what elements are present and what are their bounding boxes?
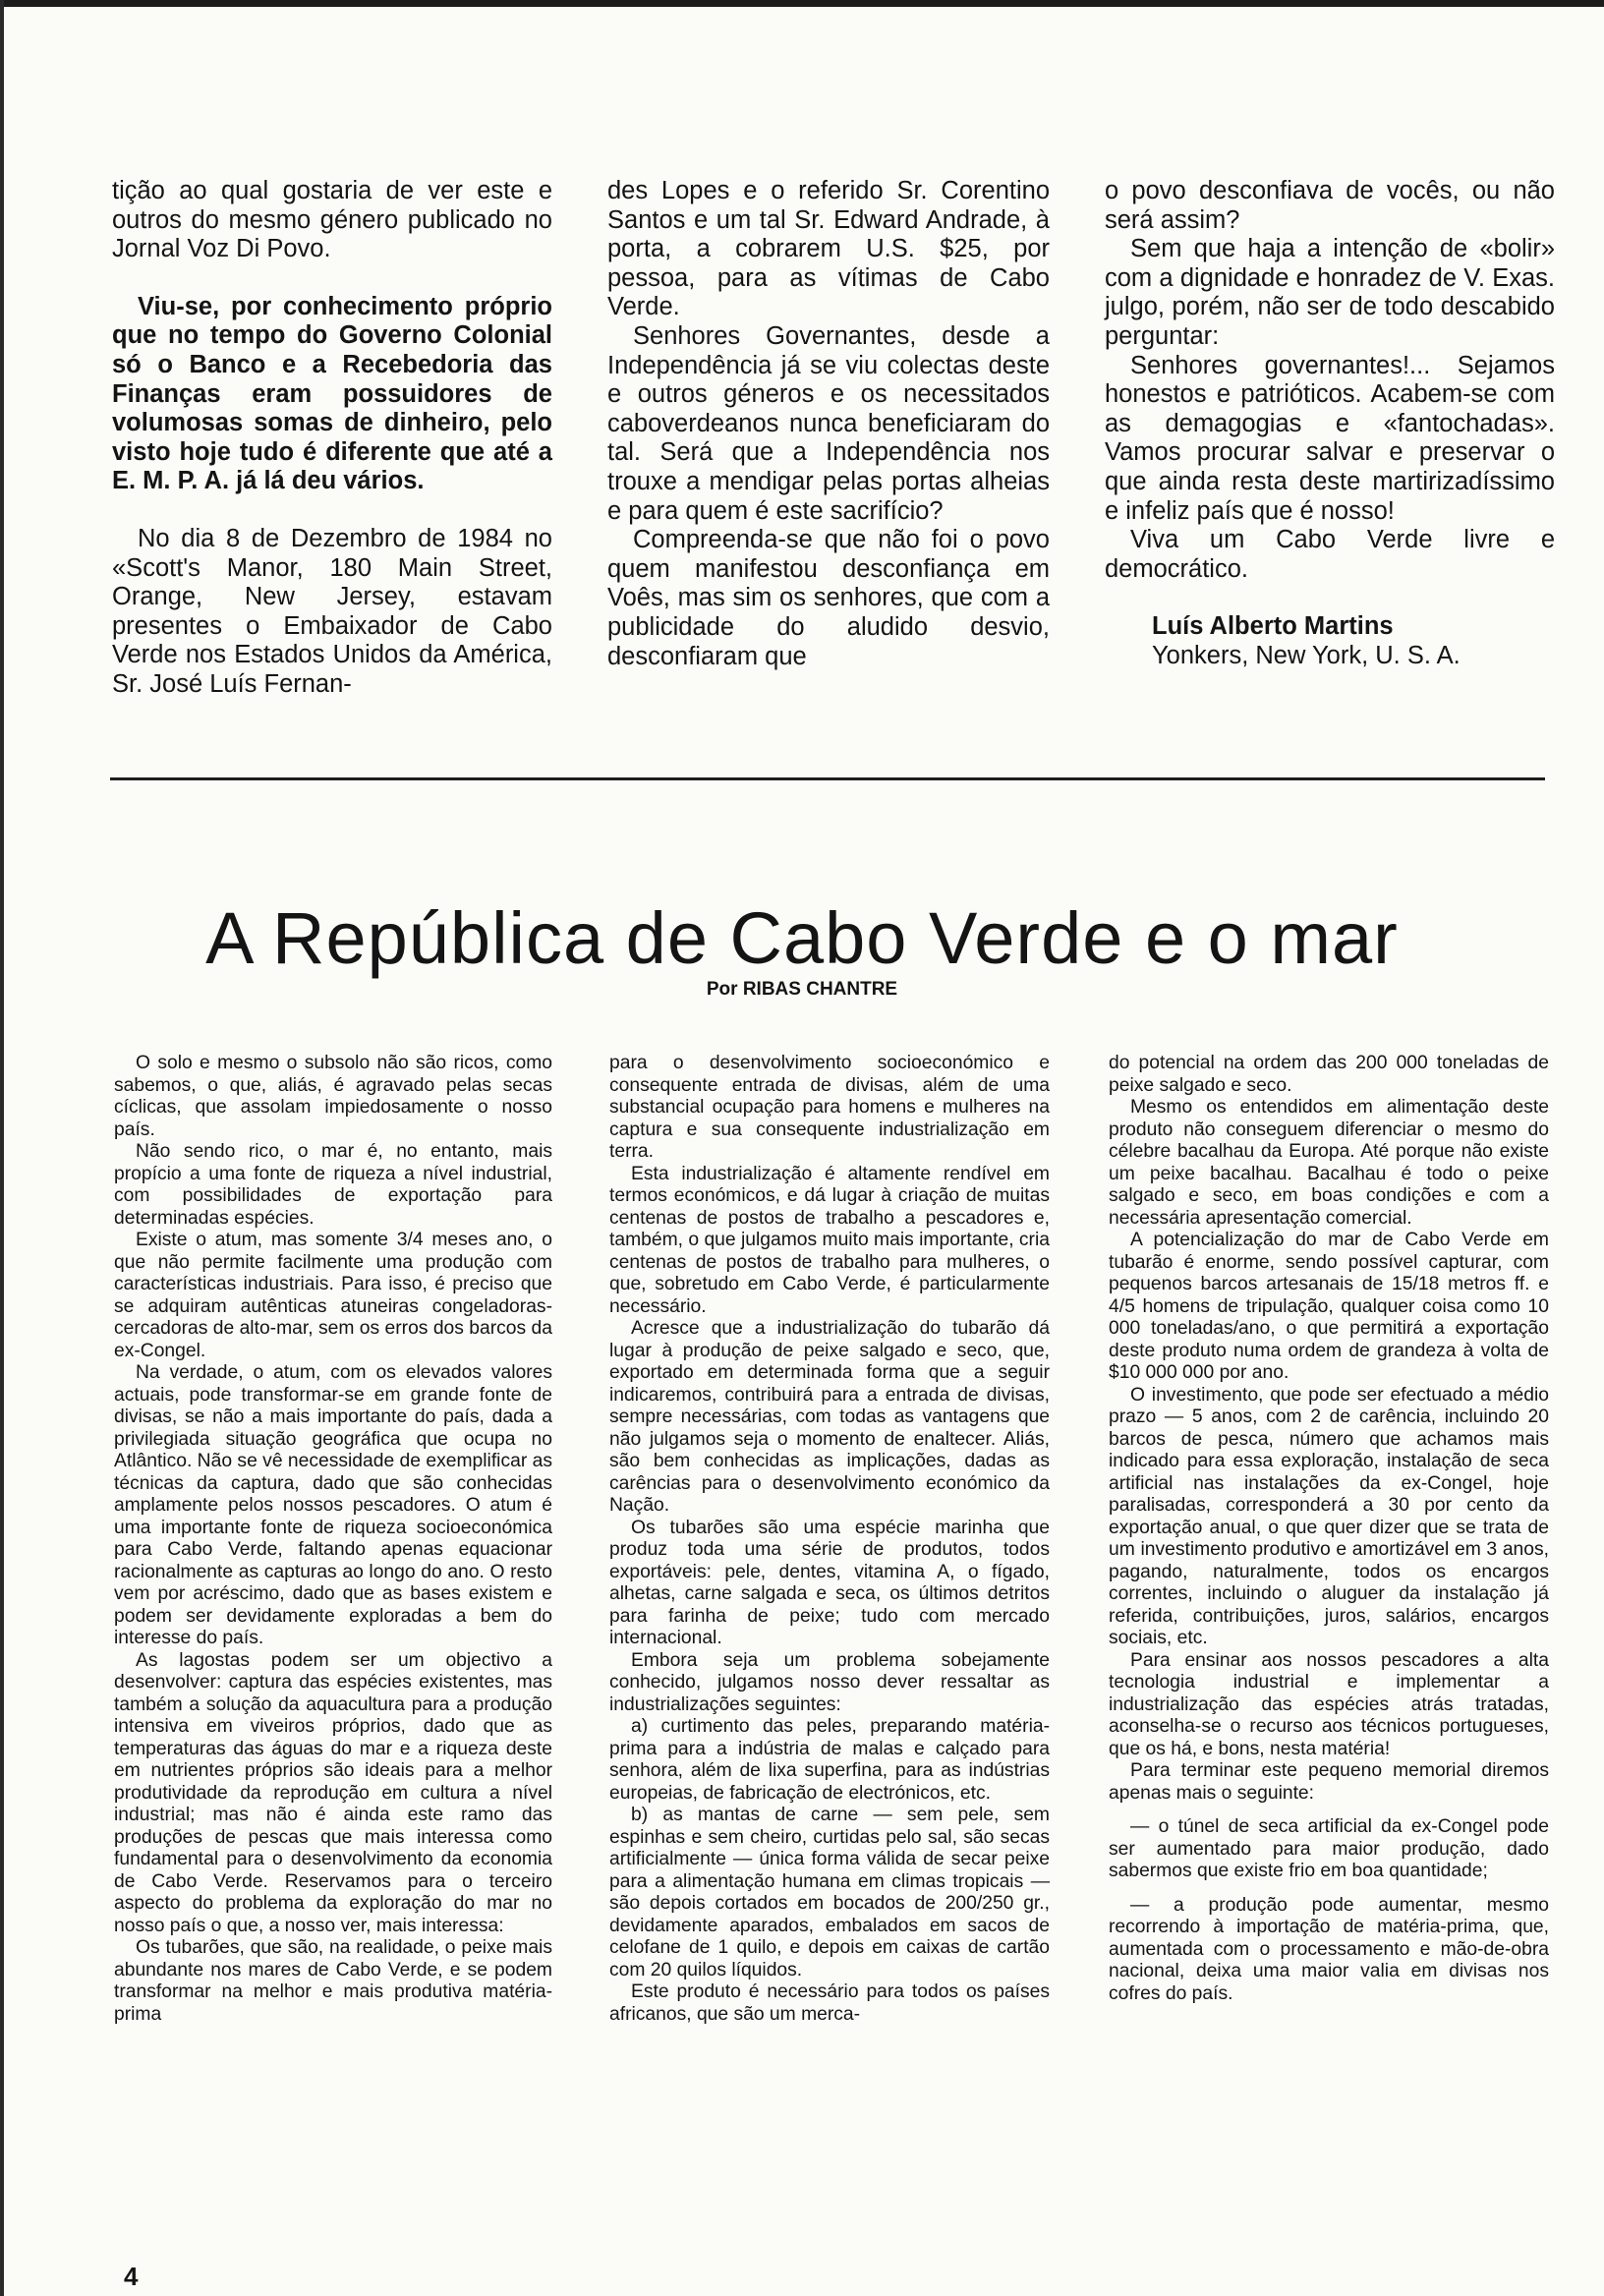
paragraph: Mesmo os entendidos em alimentação deste produto não conseguem diferenciar o mesmo do célebre bacalhau da Europa. Até porque não existe um peixe bacalhau. Bacalhau é todo o peixe salgado e seco, em boas condições e com a necessária apresentação comercial. — [1109, 1097, 1549, 1229]
article-column-3 — [1109, 1053, 1549, 2005]
paragraph: Senhores Governantes, desde a Independência já se viu colectas deste e outros géneros e os necessitados caboverdeanos nunca beneficiaram do tal. Será que a Independência nos trouxe a mendigar pelas portas alheias e para quem é este sacrifício? — [607, 321, 1050, 525]
letter-column-3 — [1105, 177, 1555, 670]
paragraph: Os tubarões, que são, na realidade, o peixe mais abundante nos mares de Cabo Verde, e se podem transformar na melhor e mais produtiva matéria-prima — [114, 1937, 552, 2025]
paragraph: do potencial na ordem das 200 000 toneladas de peixe salgado e seco. — [1109, 1053, 1549, 1096]
paragraph: Existe o atum, mas somente 3/4 meses ano, o que não permite facilmente uma produção com características industriais. Para isso, é preciso que se adquiram autênticas atuneiras congeladoras-cercadoras de alto-mar, sem os erros dos barcos da ex-Congel. — [114, 1230, 552, 1361]
section-divider — [110, 777, 1545, 780]
paragraph: O investimento, que pode ser efectuado a médio prazo — 5 anos, com 2 de carência, incluindo 20 barcos de pesca, número que achamos mais indicado para essa exploração, instalação de seca artificial nas instalações da ex-Congel, hoje paralisadas, corresponderá a 30 por cento da exportação anual, o que quer dizer que se trata de um investimento produtivo e amortizável em 3 anos, pagando, naturalmente, todos os encargos correntes, incluindo o aluguer da instalação já referida, contribuições, juros, salários, encargos sociais, etc. — [1109, 1384, 1549, 1648]
paragraph: Este produto é necessário para todos os países africanos, que são um merca- — [609, 1981, 1050, 2025]
paragraph: As lagostas podem ser um objectivo a desenvolver: captura das espécies existentes, mas também a solução da aquacultura para a produção intensiva em viveiros próprios, dado que as temperaturas das águas do mar e a riqueza deste em nutrientes próprios são ideais para a melhor produtividade da reprodução em cultura a nível industrial; mas não é ainda este ramo das produções de pescas que mais interessa como fundamental para o desenvolvimento da economia de Cabo Verde. Reservamos para o terceiro aspecto do problema da exploração do mar no nosso país o que, a nosso ver, mais interessa: — [114, 1649, 552, 1936]
paragraph: Senhores governantes!... Sejamos honestos e patrióticos. Acabem-se com as demagogias e «fantochadas». Vamos procurar salvar e preservar o que ainda resta deste martirizadíssimo e infeliz país que é nosso! — [1105, 351, 1555, 525]
paragraph: para o desenvolvimento socioeconómico e consequente entrada de divisas, além de uma substancial ocupação para homens e mulheres na captura e sua consequente industrialização em terra. — [609, 1053, 1050, 1162]
paragraph: Acresce que a industrialização do tubarão dá lugar à produção de peixe salgado e seco, que, exportado em determinada forma que a seguir indicaremos, contribuirá para a entrada de divisas, sempre necessárias, com todas as vantagens que não julgamos seja o momento de enaltecer. Aliás, são bem conhecidas as implicações, dadas as carências para o desenvolvimento económico da Nação. — [609, 1318, 1050, 1516]
paragraph: — a produção pode aumentar, mesmo recorrendo à importação de matéria-prima, que, aumentada com o processamento e mão-de-obra nacional, deixa uma maior valia em divisas nos cofres do país. — [1109, 1894, 1549, 2004]
paragraph: O solo e mesmo o subsolo não são ricos, como sabemos, o que, aliás, é agravado pelas secas cíclicas, que assolam impiedosamente o nosso país. — [114, 1053, 552, 1140]
page-top-edge — [0, 0, 1604, 7]
paragraph: o povo desconfiava de vocês, ou não será assim? — [1105, 177, 1555, 234]
paragraph: Compreenda-se que não foi o povo quem manifestou desconfiança em Voês, mas sim os senhores, que com a publicidade do aludido desvio, desconfiaram que — [607, 526, 1050, 670]
page-left-edge — [0, 0, 4, 2296]
letter-signature-place: Yonkers, New York, U. S. A. — [1152, 642, 1461, 670]
paragraph: Viva um Cabo Verde livre e democrático. — [1105, 526, 1555, 583]
paragraph: Na verdade, o atum, com os elevados valores actuais, pode transformar-se em grande fonte de divisas, se não a mais importante do país, dada a privilegiada situação geográfica que ocupa no Atlântico. Não se vê necessidade de exemplificar as técnicas da captura, dado que são conhecidas amplamente pelos nossos pescadores. O atum é uma importante fonte de riqueza socioeconómica para Cabo Verde, faltando apenas equacionar racionalmente as capturas ao longo do ano. O resto vem por acréscimo, dado que as bases existem e podem ser devidamente exploradas a bem do interesse do país. — [114, 1362, 552, 1648]
letter-column-1 — [112, 177, 552, 700]
article-column-2 — [609, 1053, 1050, 2026]
letter-signature-name: Luís Alberto Martins — [1152, 612, 1394, 641]
paragraph: a) curtimento das peles, preparando matéria-prima para a indústria de malas e calçado para senhora, além de lixa superfina, para as indústrias europeias, de fabricação de electrónicos, etc. — [609, 1716, 1050, 1804]
page-number: 4 — [124, 2262, 139, 2291]
paragraph: tição ao qual gostaria de ver este e outros do mesmo género publicado no Jornal Voz Di Povo. — [112, 177, 552, 263]
paragraph: A potencialização do mar de Cabo Verde em tubarão é enorme, sendo possível capturar, com pequenos barcos artesanais de 15/18 metros ff. e 4/5 homens de tripulação, qualquer coisa como 10 000 toneladas/ano, o que permitirá a exportação deste produto numa ordem de grandeza à volta de $10 000 000 por ano. — [1109, 1230, 1549, 1383]
paragraph: Para terminar este pequeno memorial diremos apenas mais o seguinte: — [1109, 1760, 1549, 1804]
article-headline: A República de Cabo Verde e o mar — [205, 896, 1399, 979]
paragraph: Viu-se, por conhecimento próprio que no tempo do Governo Colonial só o Banco e a Recebedoria das Finanças eram possuidores de volumosas somas de dinheiro, pelo visto hoje tudo é diferente que até a E. M. P. A. já lá deu vários. — [112, 292, 552, 495]
article-column-1 — [114, 1053, 552, 2026]
paragraph: des Lopes e o referido Sr. Corentino Santos e um tal Sr. Edward Andrade, à porta, a cobrarem U.S. $25, por pessoa, para as vítimas de Cabo Verde. — [607, 177, 1050, 321]
paragraph: Para ensinar aos nossos pescadores a alta tecnologia industrial e implementar a industrialização das espécies atrás tratadas, aconselha-se o recurso aos técnicos portugueses, que os há, e bons, nesta matéria! — [1109, 1649, 1549, 1759]
paragraph: Esta industrialização é altamente rendível em termos económicos, e dá lugar à criação de muitas centenas de postos de trabalho a pescadores e, também, o que julgamos muito mais importante, cria centenas de postos de trabalho para mulheres, o que, sobretudo em Cabo Verde, é particularmente necessário. — [609, 1163, 1050, 1317]
paragraph: No dia 8 de Dezembro de 1984 no «Scott's Manor, 180 Main Street, Orange, New Jersey, estavam presentes o Embaixador de Cabo Verde nos Estados Unidos da América, Sr. José Luís Fernan- — [112, 524, 552, 698]
letter-column-2 — [607, 177, 1050, 671]
paragraph: — o túnel de seca artificial da ex-Congel pode ser aumentado para maior produção, dado sabermos que existe frio em boa quantidade; — [1109, 1816, 1549, 1881]
paragraph: Embora seja um problema sobejamente conhecido, julgamos nosso dever ressaltar as industrializações seguintes: — [609, 1649, 1050, 1715]
article-byline: Por RIBAS CHANTRE — [706, 979, 898, 1000]
paragraph: b) as mantas de carne — sem pele, sem espinhas e sem cheiro, curtidas pelo sal, são secas artificialmente — única forma válida de secar peixe para a alimentação humana em climas tropicais — são depois cortados em bocados de 200/250 gr., devidamente aparados, embalados em sacos de celofane de 1 quilo, e depois em caixas de cartão com 20 quilos líquidos. — [609, 1805, 1050, 1980]
paragraph: Sem que haja a intenção de «bolir» com a dignidade e honradez de V. Exas. julgo, porém, não ser de todo descabido perguntar: — [1105, 235, 1555, 350]
paragraph: Não sendo rico, o mar é, no entanto, mais propício a uma fonte de riqueza a nível industrial, com possibilidades de exportação para determinadas espécies. — [114, 1141, 552, 1229]
paragraph: Os tubarões são uma espécie marinha que produz toda uma série de produtos, todos exportáveis: pele, dentes, vitamina A, o fígado, alhetas, carne salgada e seca, os últimos detritos para farinha de peixe; tudo com mercado internacional. — [609, 1517, 1050, 1648]
